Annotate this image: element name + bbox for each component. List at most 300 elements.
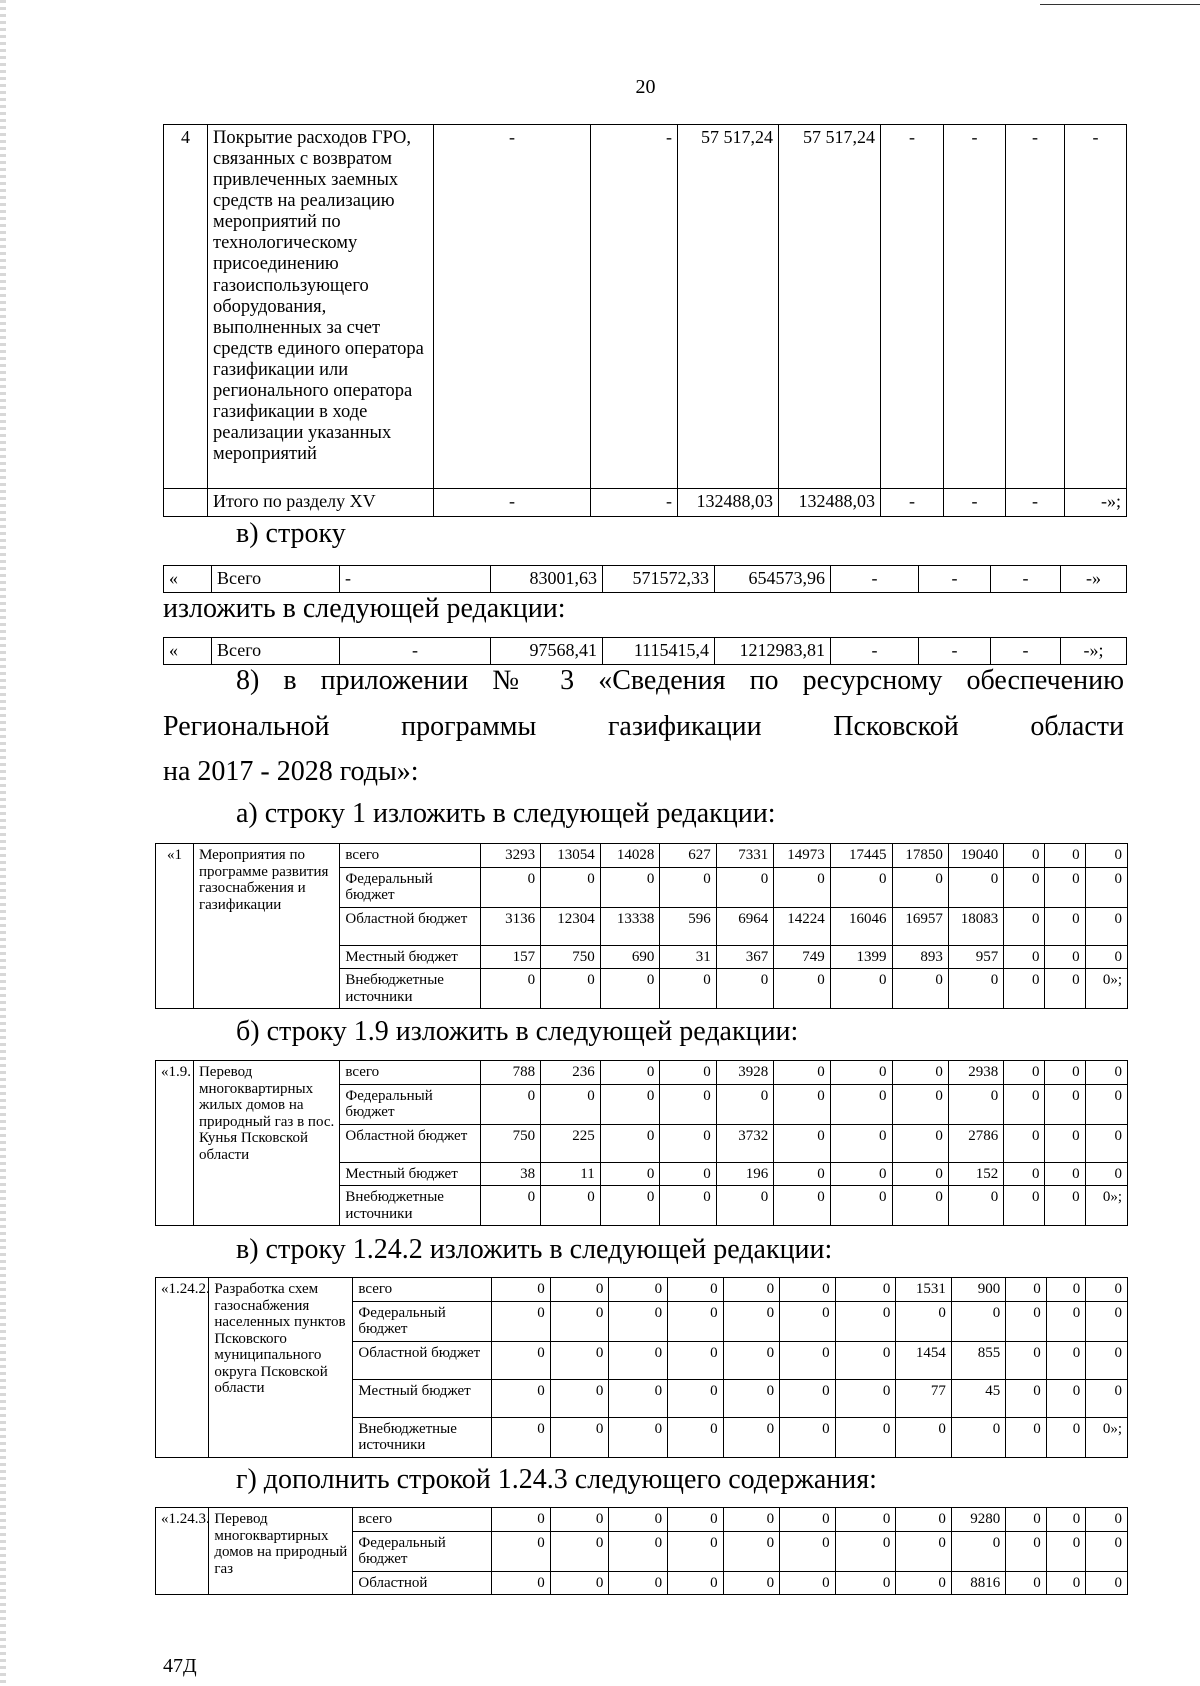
value-cell: 0 — [1086, 1379, 1128, 1417]
row-name: Перевод многоквартирных домов на природный газ — [209, 1508, 353, 1595]
value-cell: 627 — [660, 844, 716, 868]
row-number: «1.24.3. — [156, 1508, 209, 1595]
value-cell: 0 — [1086, 1571, 1128, 1595]
table-row-1-24-3 — [155, 1507, 1128, 1595]
table-row-1 — [155, 843, 1128, 1009]
value-cell: 0 — [492, 1417, 551, 1457]
value-cell: 0 — [1006, 1341, 1047, 1379]
value-cell: 0 — [1045, 969, 1085, 1009]
value-cell: 0 — [723, 1417, 780, 1457]
value-cell: 0 — [716, 1084, 773, 1124]
value-cell: 0 — [481, 969, 541, 1009]
cell: 132488,03 — [678, 489, 779, 517]
subsection-a: а) строку 1 изложить в следующей редакции: — [236, 798, 776, 829]
value-cell: 3293 — [481, 844, 541, 868]
value-cell: 0 — [668, 1571, 723, 1595]
funding-source: всего — [340, 844, 481, 868]
value-cell: 16957 — [892, 907, 948, 945]
value-cell: 0 — [1004, 844, 1045, 868]
value-cell: 0 — [492, 1379, 551, 1417]
value-cell: 893 — [892, 945, 948, 969]
value-cell: 0 — [892, 1186, 948, 1226]
value-cell: 0 — [660, 1124, 716, 1162]
value-cell: 0 — [550, 1417, 609, 1457]
cell: 654573,96 — [715, 566, 831, 593]
section-xv-table — [163, 124, 1127, 517]
cell: - — [831, 638, 919, 665]
cell: - — [991, 566, 1061, 593]
value-cell: 0 — [541, 969, 601, 1009]
value-cell: 3928 — [716, 1061, 773, 1085]
value-cell: 0 — [550, 1571, 609, 1595]
table-row — [164, 638, 1127, 665]
text-v-stroku: в) строку — [236, 518, 346, 549]
value-cell: 0 — [1004, 1084, 1045, 1124]
value-cell: 0 — [774, 867, 830, 907]
value-cell: 0 — [830, 1061, 892, 1085]
value-cell: 0 — [1004, 969, 1045, 1009]
cell: 1115415,4 — [603, 638, 715, 665]
value-cell: 0 — [716, 1186, 773, 1226]
value-cell: 0 — [948, 969, 1003, 1009]
value-cell: 0 — [774, 1186, 830, 1226]
value-cell: 17445 — [830, 844, 892, 868]
value-cell: 0 — [835, 1508, 896, 1532]
value-cell: 0 — [660, 1061, 716, 1085]
value-cell: 0 — [1045, 1162, 1085, 1186]
value-cell: 0 — [668, 1531, 723, 1571]
value-cell: 0 — [1045, 945, 1085, 969]
value-cell: 0 — [1045, 1061, 1085, 1085]
value-cell: 0 — [660, 867, 716, 907]
funding-source: Местный бюджет — [340, 1162, 481, 1186]
value-cell: 17850 — [892, 844, 948, 868]
cell: - — [944, 125, 1006, 489]
value-cell: 0 — [948, 1186, 1003, 1226]
value-cell: 0 — [830, 1162, 892, 1186]
value-cell: 0 — [668, 1341, 723, 1379]
value-cell: 0 — [723, 1301, 780, 1341]
value-cell: 0 — [550, 1278, 609, 1302]
cell: 57 517,24 — [779, 125, 881, 489]
value-cell: 0 — [492, 1341, 551, 1379]
value-cell: 0 — [1046, 1508, 1085, 1532]
value-cell: 0 — [1085, 867, 1127, 907]
value-cell: 0 — [780, 1508, 835, 1532]
value-cell: 0»; — [1085, 1186, 1127, 1226]
value-cell: 0 — [492, 1571, 551, 1595]
value-cell: 0»; — [1085, 969, 1127, 1009]
value-cell: 0 — [780, 1531, 835, 1571]
value-cell: 0 — [835, 1341, 896, 1379]
vsego-old-table — [163, 565, 1127, 593]
value-cell: 11 — [541, 1162, 601, 1186]
cell: 1212983,81 — [715, 638, 831, 665]
value-cell: 0 — [951, 1531, 1005, 1571]
value-cell: 0 — [1086, 1531, 1128, 1571]
total-label: Итого по разделу XV — [208, 489, 434, 517]
value-cell: 0 — [1045, 844, 1085, 868]
value-cell: 0 — [609, 1571, 668, 1595]
value-cell: 0 — [835, 1571, 896, 1595]
value-cell: 0 — [896, 1301, 951, 1341]
cell: - — [591, 125, 678, 489]
funding-source: Областной — [353, 1571, 492, 1595]
value-cell: 900 — [951, 1278, 1005, 1302]
row-number: «1.24.2. — [156, 1278, 209, 1458]
row-name: Покрытие расходов ГРО, связанных с возвратом привлеченных заемных средств на реализацию мероприятий по технологическому присоединению газоиспользующего оборудования, выполненных за счет средств единого оператора газификации или регионального оператора газификации в ходе реализации указанных мероприятий — [208, 125, 434, 489]
value-cell: 0 — [660, 1186, 716, 1226]
funding-source: Местный бюджет — [353, 1379, 492, 1417]
value-cell: 0 — [600, 1186, 660, 1226]
cell: 571572,33 — [603, 566, 715, 593]
scan-top-line — [1040, 4, 1200, 5]
funding-source: Внебюджетные источники — [340, 969, 481, 1009]
cell: - — [1065, 125, 1127, 489]
value-cell: 0 — [1046, 1379, 1085, 1417]
table-row-1-24-2 — [155, 1277, 1128, 1458]
cell: -»; — [1061, 638, 1127, 665]
value-cell: 0 — [668, 1417, 723, 1457]
value-cell: 690 — [600, 945, 660, 969]
value-cell: 0 — [1045, 867, 1085, 907]
cell: Всего — [212, 638, 340, 665]
cell: - — [591, 489, 678, 517]
value-cell: 0 — [892, 867, 948, 907]
value-cell: 13338 — [600, 907, 660, 945]
value-cell: 0 — [609, 1379, 668, 1417]
subsection-v: в) строку 1.24.2 изложить в следующей редакции: — [236, 1234, 833, 1265]
value-cell: 0 — [780, 1278, 835, 1302]
value-cell: 0 — [780, 1417, 835, 1457]
cell: 132488,03 — [779, 489, 881, 517]
value-cell: 0 — [1045, 1186, 1085, 1226]
value-cell: 750 — [541, 945, 601, 969]
value-cell: 0 — [1006, 1301, 1047, 1341]
value-cell: 0 — [600, 1124, 660, 1162]
value-cell: 1399 — [830, 945, 892, 969]
value-cell: 0 — [481, 867, 541, 907]
value-cell: 0 — [723, 1341, 780, 1379]
subsection-b: б) строку 1.9 изложить в следующей редакции: — [236, 1016, 799, 1047]
funding-source: Федеральный бюджет — [340, 1084, 481, 1124]
paragraph-8-line3: на 2017 - 2028 годы»: — [163, 756, 419, 787]
value-cell: 596 — [660, 907, 716, 945]
value-cell: 2786 — [948, 1124, 1003, 1162]
cell: - — [881, 489, 944, 517]
value-cell: 0 — [492, 1508, 551, 1532]
value-cell: 157 — [481, 945, 541, 969]
value-cell: 0 — [716, 969, 773, 1009]
value-cell: 855 — [951, 1341, 1005, 1379]
value-cell: 0 — [892, 1084, 948, 1124]
value-cell: 0 — [830, 1084, 892, 1124]
value-cell: 0 — [1004, 1124, 1045, 1162]
value-cell: 0 — [1006, 1379, 1047, 1417]
cell: -»; — [1065, 489, 1127, 517]
value-cell: 0 — [609, 1341, 668, 1379]
value-cell: 0 — [835, 1379, 896, 1417]
value-cell: 0 — [780, 1301, 835, 1341]
funding-source: всего — [353, 1508, 492, 1532]
value-cell: 0 — [830, 1124, 892, 1162]
value-cell: 0 — [1046, 1341, 1085, 1379]
value-cell: 0 — [1086, 1508, 1128, 1532]
value-cell: 0 — [835, 1301, 896, 1341]
value-cell: 0 — [892, 1162, 948, 1186]
value-cell: 0 — [541, 1084, 601, 1124]
value-cell: 0 — [660, 1162, 716, 1186]
value-cell: 0 — [668, 1379, 723, 1417]
value-cell: 0 — [951, 1417, 1005, 1457]
value-cell: 0 — [609, 1278, 668, 1302]
cell: 97568,41 — [491, 638, 603, 665]
value-cell: 0 — [481, 1084, 541, 1124]
value-cell: 0 — [723, 1571, 780, 1595]
value-cell: 0 — [830, 1186, 892, 1226]
value-cell: 0 — [1086, 1278, 1128, 1302]
cell: - — [881, 125, 944, 489]
value-cell: 77 — [896, 1379, 951, 1417]
cell: - — [340, 566, 491, 593]
value-cell: 0 — [1046, 1417, 1085, 1457]
value-cell: 196 — [716, 1162, 773, 1186]
funding-source: Внебюджетные источники — [340, 1186, 481, 1226]
cell: - — [831, 566, 919, 593]
value-cell: 0 — [609, 1531, 668, 1571]
value-cell: 0 — [550, 1379, 609, 1417]
page-number: 20 — [635, 76, 656, 98]
value-cell: 957 — [948, 945, 1003, 969]
value-cell: 38 — [481, 1162, 541, 1186]
value-cell: 0 — [1046, 1531, 1085, 1571]
value-cell: 0 — [609, 1417, 668, 1457]
value-cell: 1531 — [896, 1278, 951, 1302]
row-name: Мероприятия по программе развития газоснабжения и газификации — [193, 844, 339, 1009]
value-cell: 0 — [948, 1084, 1003, 1124]
value-cell: 0 — [948, 867, 1003, 907]
value-cell: 0 — [1006, 1531, 1047, 1571]
value-cell: 0 — [723, 1278, 780, 1302]
value-cell: 18083 — [948, 907, 1003, 945]
value-cell: 0 — [1046, 1571, 1085, 1595]
row-name: Перевод многоквартирных жилых домов на природный газ в пос. Кунья Псковской области — [193, 1061, 339, 1226]
value-cell: 0 — [835, 1531, 896, 1571]
value-cell: 0 — [492, 1278, 551, 1302]
value-cell: 0 — [550, 1341, 609, 1379]
value-cell: 8816 — [951, 1571, 1005, 1595]
value-cell: 0 — [1085, 1124, 1127, 1162]
value-cell: 0 — [481, 1186, 541, 1226]
table-row — [164, 125, 1127, 489]
funding-source: всего — [340, 1061, 481, 1085]
value-cell: 3136 — [481, 907, 541, 945]
value-cell: 0 — [1006, 1417, 1047, 1457]
value-cell: 0 — [492, 1301, 551, 1341]
value-cell: 0 — [1046, 1301, 1085, 1341]
table-row — [156, 1061, 1128, 1085]
value-cell: 0 — [1045, 907, 1085, 945]
table-row — [156, 844, 1128, 868]
value-cell: 152 — [948, 1162, 1003, 1186]
cell: - — [434, 125, 591, 489]
value-cell: 0 — [780, 1379, 835, 1417]
cell: « — [164, 638, 212, 665]
value-cell: 0 — [1004, 907, 1045, 945]
value-cell: 0 — [1045, 1124, 1085, 1162]
value-cell: 0 — [1085, 907, 1127, 945]
cell: - — [991, 638, 1061, 665]
text-izlozhit: изложить в следующей редакции: — [163, 593, 566, 624]
row-number: «1.9. — [156, 1061, 194, 1226]
value-cell: 0 — [550, 1531, 609, 1571]
value-cell: 0»; — [1086, 1417, 1128, 1457]
value-cell: 0 — [716, 867, 773, 907]
value-cell: 0 — [892, 1061, 948, 1085]
value-cell: 0 — [723, 1531, 780, 1571]
table-row — [156, 1508, 1128, 1532]
table-row — [156, 1278, 1128, 1302]
value-cell: 0 — [1085, 945, 1127, 969]
funding-source: Внебюджетные источники — [353, 1417, 492, 1457]
value-cell: 14224 — [774, 907, 830, 945]
value-cell: 0 — [609, 1301, 668, 1341]
value-cell: 0 — [896, 1417, 951, 1457]
value-cell: 0 — [609, 1508, 668, 1532]
cell: - — [1006, 125, 1065, 489]
value-cell: 0 — [774, 1084, 830, 1124]
cell: - — [919, 638, 991, 665]
cell: - — [434, 489, 591, 517]
value-cell: 0 — [1046, 1278, 1085, 1302]
value-cell: 0 — [1006, 1278, 1047, 1302]
value-cell: 0 — [1006, 1508, 1047, 1532]
value-cell: 0 — [1004, 1186, 1045, 1226]
row-number: 4 — [164, 125, 208, 489]
value-cell: 0 — [951, 1301, 1005, 1341]
value-cell: 225 — [541, 1124, 601, 1162]
value-cell: 0 — [892, 969, 948, 1009]
value-cell: 0 — [668, 1508, 723, 1532]
value-cell: 0 — [774, 1162, 830, 1186]
value-cell: 236 — [541, 1061, 601, 1085]
cell: - — [340, 638, 491, 665]
value-cell: 1454 — [896, 1341, 951, 1379]
value-cell: 0 — [830, 969, 892, 1009]
cell — [164, 489, 208, 517]
value-cell: 0 — [600, 1162, 660, 1186]
value-cell: 0 — [1085, 1162, 1127, 1186]
table-row — [164, 566, 1127, 593]
value-cell: 12304 — [541, 907, 601, 945]
value-cell: 0 — [830, 867, 892, 907]
value-cell: 0 — [660, 969, 716, 1009]
subsection-g: г) дополнить строкой 1.24.3 следующего содержания: — [236, 1464, 877, 1495]
value-cell: 0 — [600, 867, 660, 907]
value-cell: 13054 — [541, 844, 601, 868]
funding-source: Федеральный бюджет — [353, 1301, 492, 1341]
value-cell: 0 — [774, 1061, 830, 1085]
value-cell: 0 — [896, 1571, 951, 1595]
value-cell: 14028 — [600, 844, 660, 868]
value-cell: 0 — [492, 1531, 551, 1571]
value-cell: 14973 — [774, 844, 830, 868]
value-cell: 7331 — [716, 844, 773, 868]
funding-source: Областной бюджет — [353, 1341, 492, 1379]
value-cell: 45 — [951, 1379, 1005, 1417]
footer-code: 47Д — [163, 1655, 197, 1677]
value-cell: 0 — [1004, 1061, 1045, 1085]
value-cell: 367 — [716, 945, 773, 969]
value-cell: 0 — [892, 1124, 948, 1162]
table-row-1-9 — [155, 1060, 1128, 1226]
row-number: «1 — [156, 844, 194, 1009]
value-cell: 0 — [1045, 1084, 1085, 1124]
cell: 83001,63 — [491, 566, 603, 593]
value-cell: 31 — [660, 945, 716, 969]
funding-source: всего — [353, 1278, 492, 1302]
value-cell: 0 — [541, 1186, 601, 1226]
value-cell: 3732 — [716, 1124, 773, 1162]
value-cell: 0 — [668, 1301, 723, 1341]
value-cell: 0 — [780, 1571, 835, 1595]
value-cell: 0 — [780, 1341, 835, 1379]
vsego-new-table — [163, 637, 1127, 665]
value-cell: 0 — [896, 1508, 951, 1532]
cell: - — [944, 489, 1006, 517]
value-cell: 0 — [600, 1084, 660, 1124]
value-cell: 0 — [723, 1379, 780, 1417]
cell: -» — [1061, 566, 1127, 593]
value-cell: 0 — [600, 1061, 660, 1085]
funding-source: Местный бюджет — [340, 945, 481, 969]
funding-source: Федеральный бюджет — [340, 867, 481, 907]
scan-edge — [0, 0, 6, 1686]
funding-source: Областной бюджет — [340, 907, 481, 945]
value-cell: 788 — [481, 1061, 541, 1085]
paragraph-8-line1: 8) в приложении № 3 «Сведения по ресурсному обеспечению — [236, 665, 1124, 696]
cell: - — [1006, 489, 1065, 517]
value-cell: 749 — [774, 945, 830, 969]
value-cell: 0 — [835, 1278, 896, 1302]
value-cell: 0 — [550, 1301, 609, 1341]
cell: Всего — [212, 566, 340, 593]
value-cell: 0 — [1004, 867, 1045, 907]
value-cell: 0 — [1004, 945, 1045, 969]
value-cell: 0 — [550, 1508, 609, 1532]
value-cell: 750 — [481, 1124, 541, 1162]
value-cell: 0 — [1085, 1061, 1127, 1085]
cell: - — [919, 566, 991, 593]
value-cell: 0 — [1086, 1301, 1128, 1341]
value-cell: 0 — [1086, 1341, 1128, 1379]
value-cell: 2938 — [948, 1061, 1003, 1085]
value-cell: 0 — [1006, 1571, 1047, 1595]
value-cell: 0 — [668, 1278, 723, 1302]
cell: « — [164, 566, 212, 593]
value-cell: 0 — [1004, 1162, 1045, 1186]
value-cell: 19040 — [948, 844, 1003, 868]
value-cell: 0 — [600, 969, 660, 1009]
value-cell: 9280 — [951, 1508, 1005, 1532]
value-cell: 0 — [660, 1084, 716, 1124]
row-name: Разработка схем газоснабжения населенных пунктов Псковского муниципального округа Псковской области — [209, 1278, 353, 1458]
value-cell: 0 — [1085, 1084, 1127, 1124]
funding-source: Областной бюджет — [340, 1124, 481, 1162]
value-cell: 0 — [541, 867, 601, 907]
value-cell: 0 — [774, 969, 830, 1009]
value-cell: 6964 — [716, 907, 773, 945]
